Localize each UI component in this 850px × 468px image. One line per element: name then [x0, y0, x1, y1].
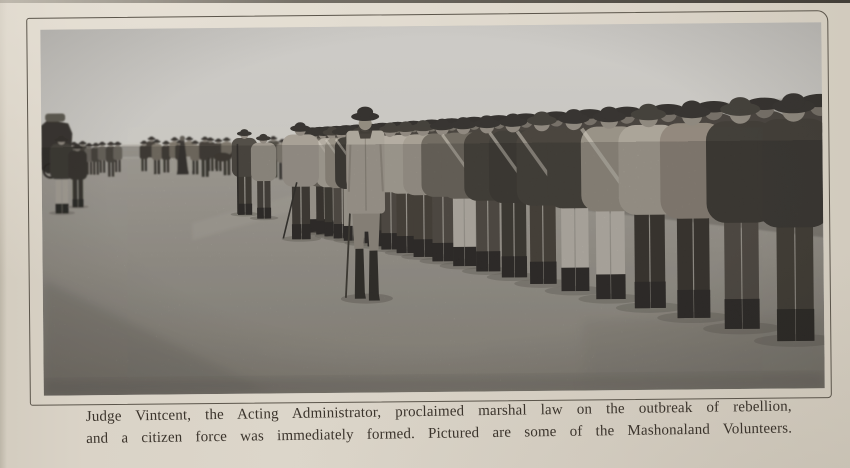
photo-plate	[26, 10, 832, 406]
caption-line-2: and a citizen force was immediately formed. Pictured are some of the Mashonaland Volunteers.	[86, 420, 793, 447]
caption-line-1: Judge Vintcent, the Acting Administrator, proclaimed marshal law on the outbreak of rebellion,	[85, 398, 792, 426]
photo-caption	[86, 396, 793, 450]
photograph	[40, 22, 824, 395]
photo-vignette	[40, 22, 824, 395]
photo-scene	[40, 22, 824, 395]
page-top-edge-line	[0, 0, 850, 3]
